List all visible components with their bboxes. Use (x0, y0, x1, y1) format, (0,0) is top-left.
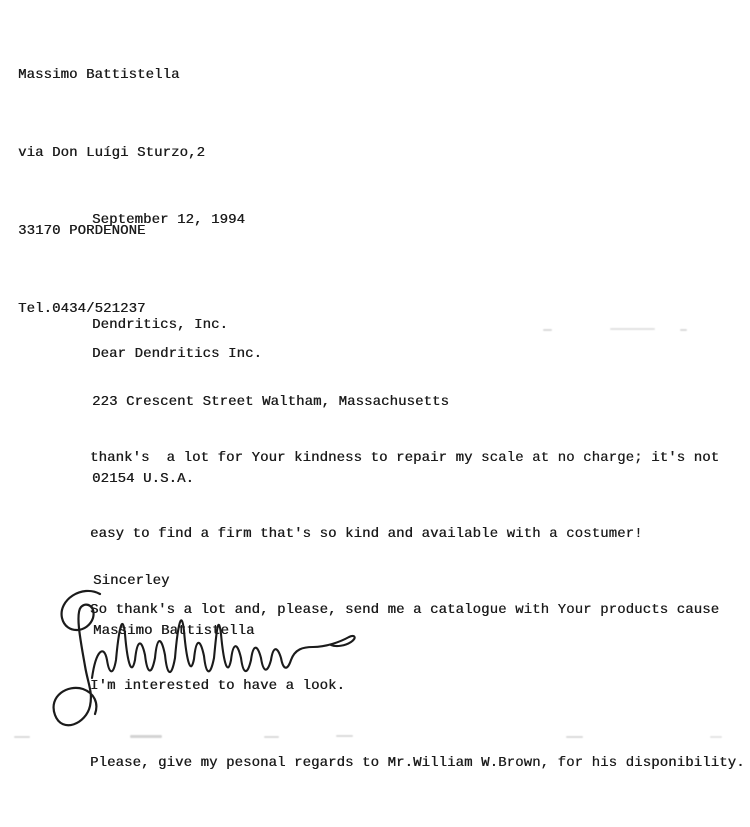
scan-artifact (264, 736, 279, 738)
body-line: Please, give my pesonal regards to Mr.William W.Brown, for his disponibility. (90, 754, 745, 771)
closing: Sincerley (93, 573, 170, 589)
recipient-zip-country: 02154 U.S.A. (92, 470, 195, 487)
scan-artifact (680, 329, 687, 331)
typed-signature-name: Massimo Battistella (93, 623, 255, 639)
sender-phone: Tel.0434/521237 (18, 301, 146, 317)
sender-city: 33170 PORDENONE (18, 223, 146, 239)
scan-artifact (566, 736, 583, 738)
body-line: I'm interested to have a look. (90, 678, 346, 695)
handwritten-signature-icon (48, 588, 358, 738)
date-line: September 12, 1994 (92, 212, 246, 228)
recipient-street: 223 Crescent Street Waltham, Massachusetts (92, 393, 450, 410)
scan-artifact (14, 736, 30, 738)
body-line: thank's a lot for Your kindness to repair my scale at no charge; it's not (90, 449, 720, 466)
sender-street: via Don Luígi Sturzo,2 (18, 145, 206, 161)
scan-artifact (710, 736, 722, 738)
scan-artifact (130, 735, 162, 738)
scan-artifact (336, 735, 353, 737)
body-line: easy to find a firm that's so kind and available with a costumer! (90, 526, 643, 543)
salutation: Dear Dendritics Inc. (92, 346, 263, 362)
sender-name: Massimo Battistella (18, 67, 180, 83)
body-line: So thank's a lot and, please, send me a catalogue with Your products cause (90, 602, 720, 619)
recipient-company: Dendritics, Inc. (92, 317, 229, 334)
scan-artifact (543, 329, 552, 331)
scan-artifact (610, 328, 655, 330)
